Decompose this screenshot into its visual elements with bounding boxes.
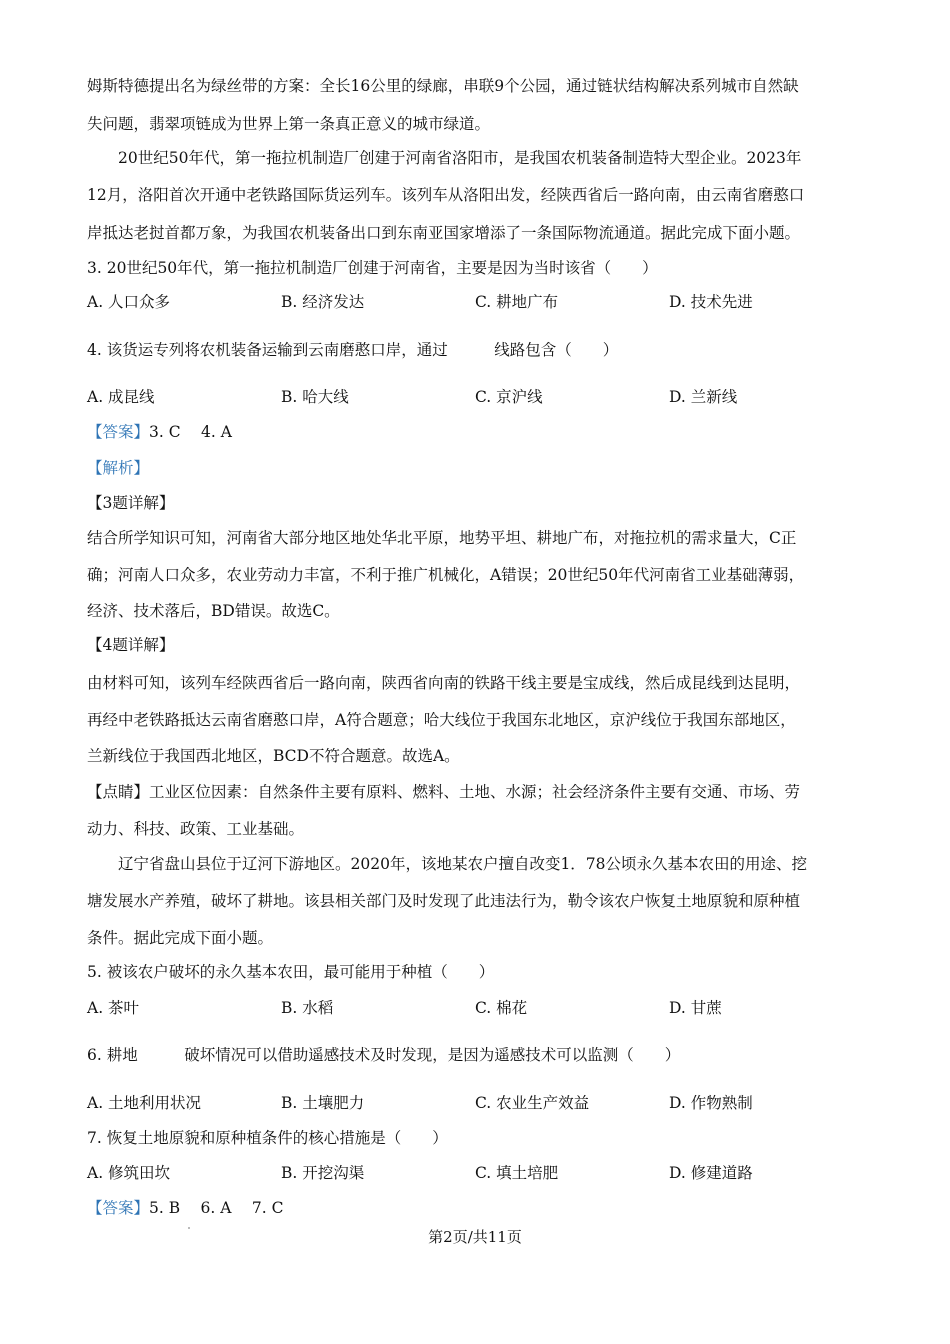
question-6-option-c: C. 农业生产效益 bbox=[475, 1094, 590, 1112]
question-7-option-b: B. 开挖沟渠 bbox=[281, 1164, 365, 1182]
question-5-option-a: A. 茶叶 bbox=[87, 999, 140, 1017]
question-7-stem: 7. 恢复土地原貌和原种植条件的核心措施是（ ） bbox=[87, 1129, 448, 1147]
detail-4-line: 由材料可知，该列车经陕西省后一路向南，陕西省向南的铁路干线主要是宝成线，然后成昆线到达昆明， bbox=[87, 674, 801, 692]
passage-2-line: 辽宁省盘山县位于辽河下游地区。2020年，该地某农户擅自改变1．78公顷永久基本农田的用途、挖 bbox=[118, 855, 808, 873]
answer-label: 【答案】 bbox=[87, 423, 150, 441]
page-indicator: 第2页/共11页 bbox=[428, 1228, 522, 1246]
detail-3-line: 确；河南人口众多，农业劳动力丰富，不利于推广机械化，A错误；20世纪50年代河南省工业基础薄弱， bbox=[87, 566, 805, 584]
question-3-option-d: D. 技术先进 bbox=[669, 293, 753, 311]
detail-3-label: 【3题详解】 bbox=[87, 494, 175, 512]
question-5-option-c: C. 棉花 bbox=[475, 999, 528, 1017]
question-6-option-d: D. 作物熟制 bbox=[669, 1094, 753, 1112]
tip-text: 工业区位因素：自然条件主要有原料、燃料、土地、水源；社会经济条件主要有交通、市场、劳 bbox=[149, 783, 801, 801]
question-7-option-a: A. 修筑田坎 bbox=[87, 1164, 171, 1182]
question-3-option-b: B. 经济发达 bbox=[281, 293, 365, 311]
question-4-stem: 4. 该货运专列将农机装备运输到云南磨憨口岸，通过 线路包含（ ） bbox=[87, 341, 619, 359]
passage-1-line: 岸抵达老挝首都万象，为我国农机装备出口到东南亚国家增添了一条国际物流通道。据此完成下面小题。 bbox=[87, 224, 801, 242]
answer-5-7 bbox=[87, 1198, 867, 1218]
question-4-option-d: D. 兰新线 bbox=[669, 388, 738, 406]
question-5-option-d: D. 甘蔗 bbox=[669, 999, 722, 1017]
question-6-option-a: A. 土地利用状况 bbox=[87, 1094, 202, 1112]
question-3-option-a: A. 人口众多 bbox=[87, 293, 171, 311]
answer-value: 3. C 4. A bbox=[149, 423, 232, 441]
detail-4-line: 再经中老铁路抵达云南省磨憨口岸，A符合题意；哈大线位于我国东北地区，京沪线位于我国东部地区， bbox=[87, 711, 796, 729]
passage-1-line: 20世纪50年代，第一拖拉机制造厂创建于河南省洛阳市，是我国农机装备制造特大型企业。2023年 bbox=[118, 149, 802, 167]
answer-label: 【答案】 bbox=[87, 1199, 150, 1217]
question-7-option-c: C. 填土培肥 bbox=[475, 1164, 559, 1182]
question-6-option-b: B. 土壤肥力 bbox=[281, 1094, 365, 1112]
answer-value: 5. B 6. A 7. C bbox=[149, 1199, 284, 1217]
intro-text-line: 姆斯特德提出名为绿丝带的方案：全长16公里的绿廊，串联9个公园，通过链状结构解决系列城市自然缺 bbox=[87, 77, 799, 95]
passage-2-line: 条件。据此完成下面小题。 bbox=[87, 929, 274, 947]
question-3-stem: 3. 20世纪50年代，第一拖拉机制造厂创建于河南省，主要是因为当时该省（ ） bbox=[87, 259, 658, 277]
passage-2-line: 塘发展水产养殖，破坏了耕地。该县相关部门及时发现了此违法行为，勒令该农户恢复土地原貌和原种植 bbox=[87, 892, 801, 910]
question-5-stem: 5. 被该农户破坏的永久基本农田，最可能用于种植（ ） bbox=[87, 963, 495, 981]
question-7-option-d: D. 修建道路 bbox=[669, 1164, 753, 1182]
detail-3-line: 经济、技术落后，BD错误。故选C。 bbox=[87, 602, 340, 620]
question-3-option-c: C. 耕地广布 bbox=[475, 293, 559, 311]
tip-label: 【点睛】 bbox=[87, 783, 150, 801]
detail-4-label: 【4题详解】 bbox=[87, 636, 175, 654]
question-4-option-a: A. 成昆线 bbox=[87, 388, 155, 406]
question-4-option-b: B. 哈大线 bbox=[281, 388, 349, 406]
question-4-option-c: C. 京沪线 bbox=[475, 388, 543, 406]
detail-4-line: 兰新线位于我国西北地区，BCD不符合题意。故选A。 bbox=[87, 747, 460, 765]
passage-1-line: 12月，洛阳首次开通中老铁路国际货运列车。该列车从洛阳出发，经陕西省后一路向南，由云南省磨憨口 bbox=[87, 186, 805, 204]
intro-text-line: 失问题，翡翠项链成为世界上第一条真正意义的城市绿道。 bbox=[87, 115, 491, 133]
analysis-label: 【解析】 bbox=[87, 459, 150, 477]
tip-line: 动力、科技、政策、工业基础。 bbox=[87, 820, 305, 838]
answer-3-4 bbox=[87, 422, 867, 442]
detail-3-line: 结合所学知识可知，河南省大部分地区地处华北平原，地势平坦、耕地广布，对拖拉机的需求量大，C正 bbox=[87, 529, 797, 547]
question-5-option-b: B. 水稻 bbox=[281, 999, 334, 1017]
question-6-stem: 6. 耕地 破坏情况可以借助遥感技术及时发现，是因为遥感技术可以监测（ ） bbox=[87, 1046, 681, 1064]
tip-line bbox=[87, 782, 867, 802]
